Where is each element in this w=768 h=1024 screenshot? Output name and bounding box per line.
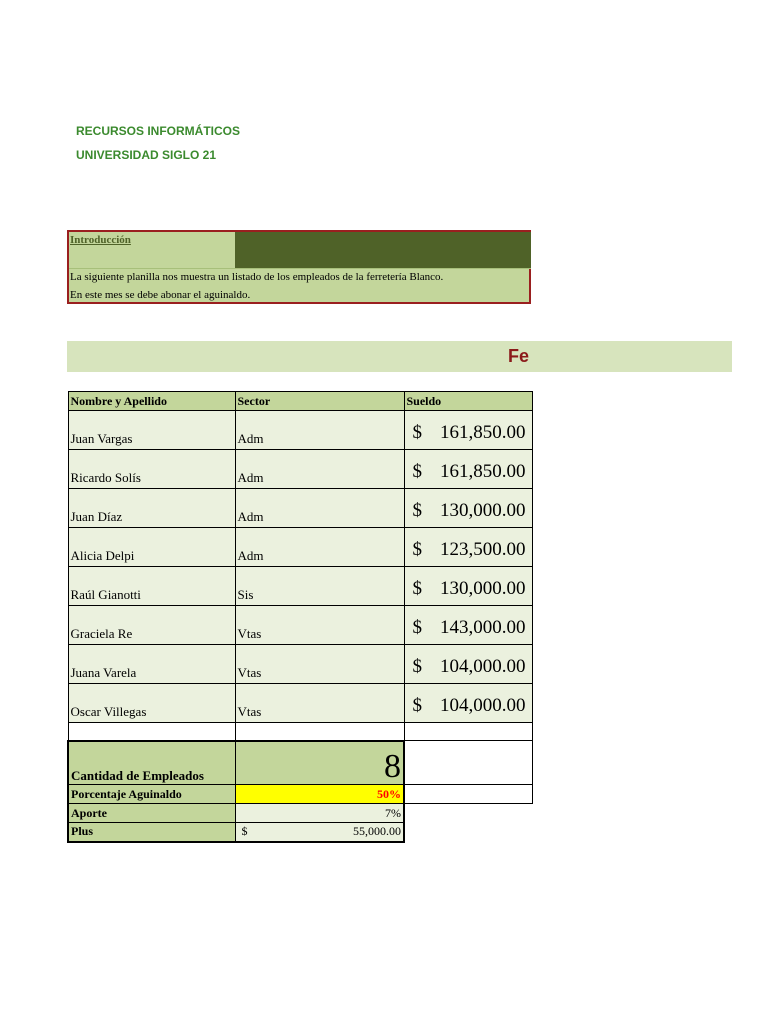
blank-cell[interactable] xyxy=(68,723,235,741)
employee-salary-cell[interactable] xyxy=(404,489,532,528)
plus-value-cell[interactable] xyxy=(235,823,404,842)
currency-symbol: $ xyxy=(412,617,422,638)
table-row xyxy=(68,528,532,567)
employee-sector-cell[interactable]: Sis xyxy=(235,567,404,606)
header-line-2: UNIVERSIDAD SIGLO 21 xyxy=(76,148,217,162)
currency-symbol: $ xyxy=(412,500,422,521)
plus-label[interactable]: Plus xyxy=(68,823,235,842)
employee-salary-cell[interactable] xyxy=(404,450,532,489)
employee-salary-cell[interactable] xyxy=(404,684,532,723)
intro-text-line-2: En este mes se debe abonar el aguinaldo. xyxy=(70,289,251,301)
employee-count-row xyxy=(68,741,532,785)
currency-symbol: $ xyxy=(412,461,422,482)
employee-salary-cell[interactable] xyxy=(404,606,532,645)
employee-salary-cell[interactable] xyxy=(404,645,532,684)
banner-text: Fe xyxy=(508,346,530,366)
employee-sector-cell[interactable]: Adm xyxy=(235,489,404,528)
salary-value: 104,000.00 xyxy=(440,656,526,677)
employee-sector-cell[interactable]: Adm xyxy=(235,411,404,450)
salary-value: 104,000.00 xyxy=(440,695,526,716)
employee-sector-cell[interactable]: Adm xyxy=(235,450,404,489)
employee-count-label[interactable]: Cantidad de Empleados xyxy=(68,741,235,785)
table-header-row xyxy=(68,392,532,411)
table-row xyxy=(68,450,532,489)
table-row xyxy=(68,645,532,684)
employee-name-cell[interactable]: Raúl Gianotti xyxy=(68,567,235,606)
salary-value: 123,500.00 xyxy=(440,539,526,560)
employee-count-value[interactable]: 8 xyxy=(235,741,404,785)
intro-separator xyxy=(69,268,531,269)
bonus-percentage-row xyxy=(68,785,532,804)
currency-symbol: $ xyxy=(412,578,422,599)
header-line-1: RECURSOS INFORMÁTICOS xyxy=(76,124,241,138)
table-row xyxy=(68,606,532,645)
employee-name-cell[interactable]: Oscar Villegas xyxy=(68,684,235,723)
plus-row xyxy=(68,823,532,842)
table-row xyxy=(68,684,532,723)
table-row xyxy=(68,567,532,606)
employee-table xyxy=(67,391,533,843)
blank-cell[interactable] xyxy=(235,723,404,741)
currency-symbol: $ xyxy=(412,695,422,716)
intro-title: Introducción xyxy=(70,234,131,246)
title-banner xyxy=(67,341,732,372)
salary-value: 143,000.00 xyxy=(440,617,526,638)
contribution-label[interactable]: Aporte xyxy=(68,804,235,823)
salary-value: 130,000.00 xyxy=(440,500,526,521)
plus-value: 55,000.00 xyxy=(353,824,401,839)
column-header-name[interactable]: Nombre y Apellido xyxy=(68,392,235,411)
intro-dark-block xyxy=(235,232,531,268)
employee-sector-cell[interactable]: Adm xyxy=(235,528,404,567)
currency-symbol: $ xyxy=(412,539,422,560)
employee-name-cell[interactable]: Juan Díaz xyxy=(68,489,235,528)
bonus-percentage-label[interactable]: Porcentaje Aguinaldo xyxy=(68,785,235,804)
salary-value: 161,850.00 xyxy=(440,422,526,443)
table-row xyxy=(68,489,532,528)
blank-cell[interactable] xyxy=(404,785,532,804)
currency-symbol: $ xyxy=(241,824,248,839)
salary-value: 161,850.00 xyxy=(440,461,526,482)
employee-name-cell[interactable]: Ricardo Solís xyxy=(68,450,235,489)
employee-sector-cell[interactable]: Vtas xyxy=(235,684,404,723)
employee-sector-cell[interactable]: Vtas xyxy=(235,645,404,684)
table-row xyxy=(68,411,532,450)
employee-name-cell[interactable]: Alicia Delpi xyxy=(68,528,235,567)
currency-symbol: $ xyxy=(412,422,422,443)
intro-text-line-1: La siguiente planilla nos muestra un listado de los empleados de la ferretería Blanco. xyxy=(70,271,444,283)
salary-value: 130,000.00 xyxy=(440,578,526,599)
column-header-salary[interactable]: Sueldo xyxy=(404,392,532,411)
bonus-percentage-value[interactable]: 50% xyxy=(235,785,404,804)
employee-sector-cell[interactable]: Vtas xyxy=(235,606,404,645)
employee-salary-cell[interactable] xyxy=(404,411,532,450)
employee-name-cell[interactable]: Graciela Re xyxy=(68,606,235,645)
employee-name-cell[interactable]: Juan Vargas xyxy=(68,411,235,450)
intro-box xyxy=(67,230,531,304)
blank-cell[interactable] xyxy=(404,741,532,785)
currency-symbol: $ xyxy=(412,656,422,677)
blank-cell[interactable] xyxy=(404,723,532,741)
employee-name-cell[interactable]: Juana Varela xyxy=(68,645,235,684)
contribution-row xyxy=(68,804,532,823)
employee-salary-cell[interactable] xyxy=(404,567,532,606)
employee-salary-cell[interactable] xyxy=(404,528,532,567)
blank-row xyxy=(68,723,532,741)
column-header-sector[interactable]: Sector xyxy=(235,392,404,411)
contribution-value[interactable]: 7% xyxy=(235,804,404,823)
